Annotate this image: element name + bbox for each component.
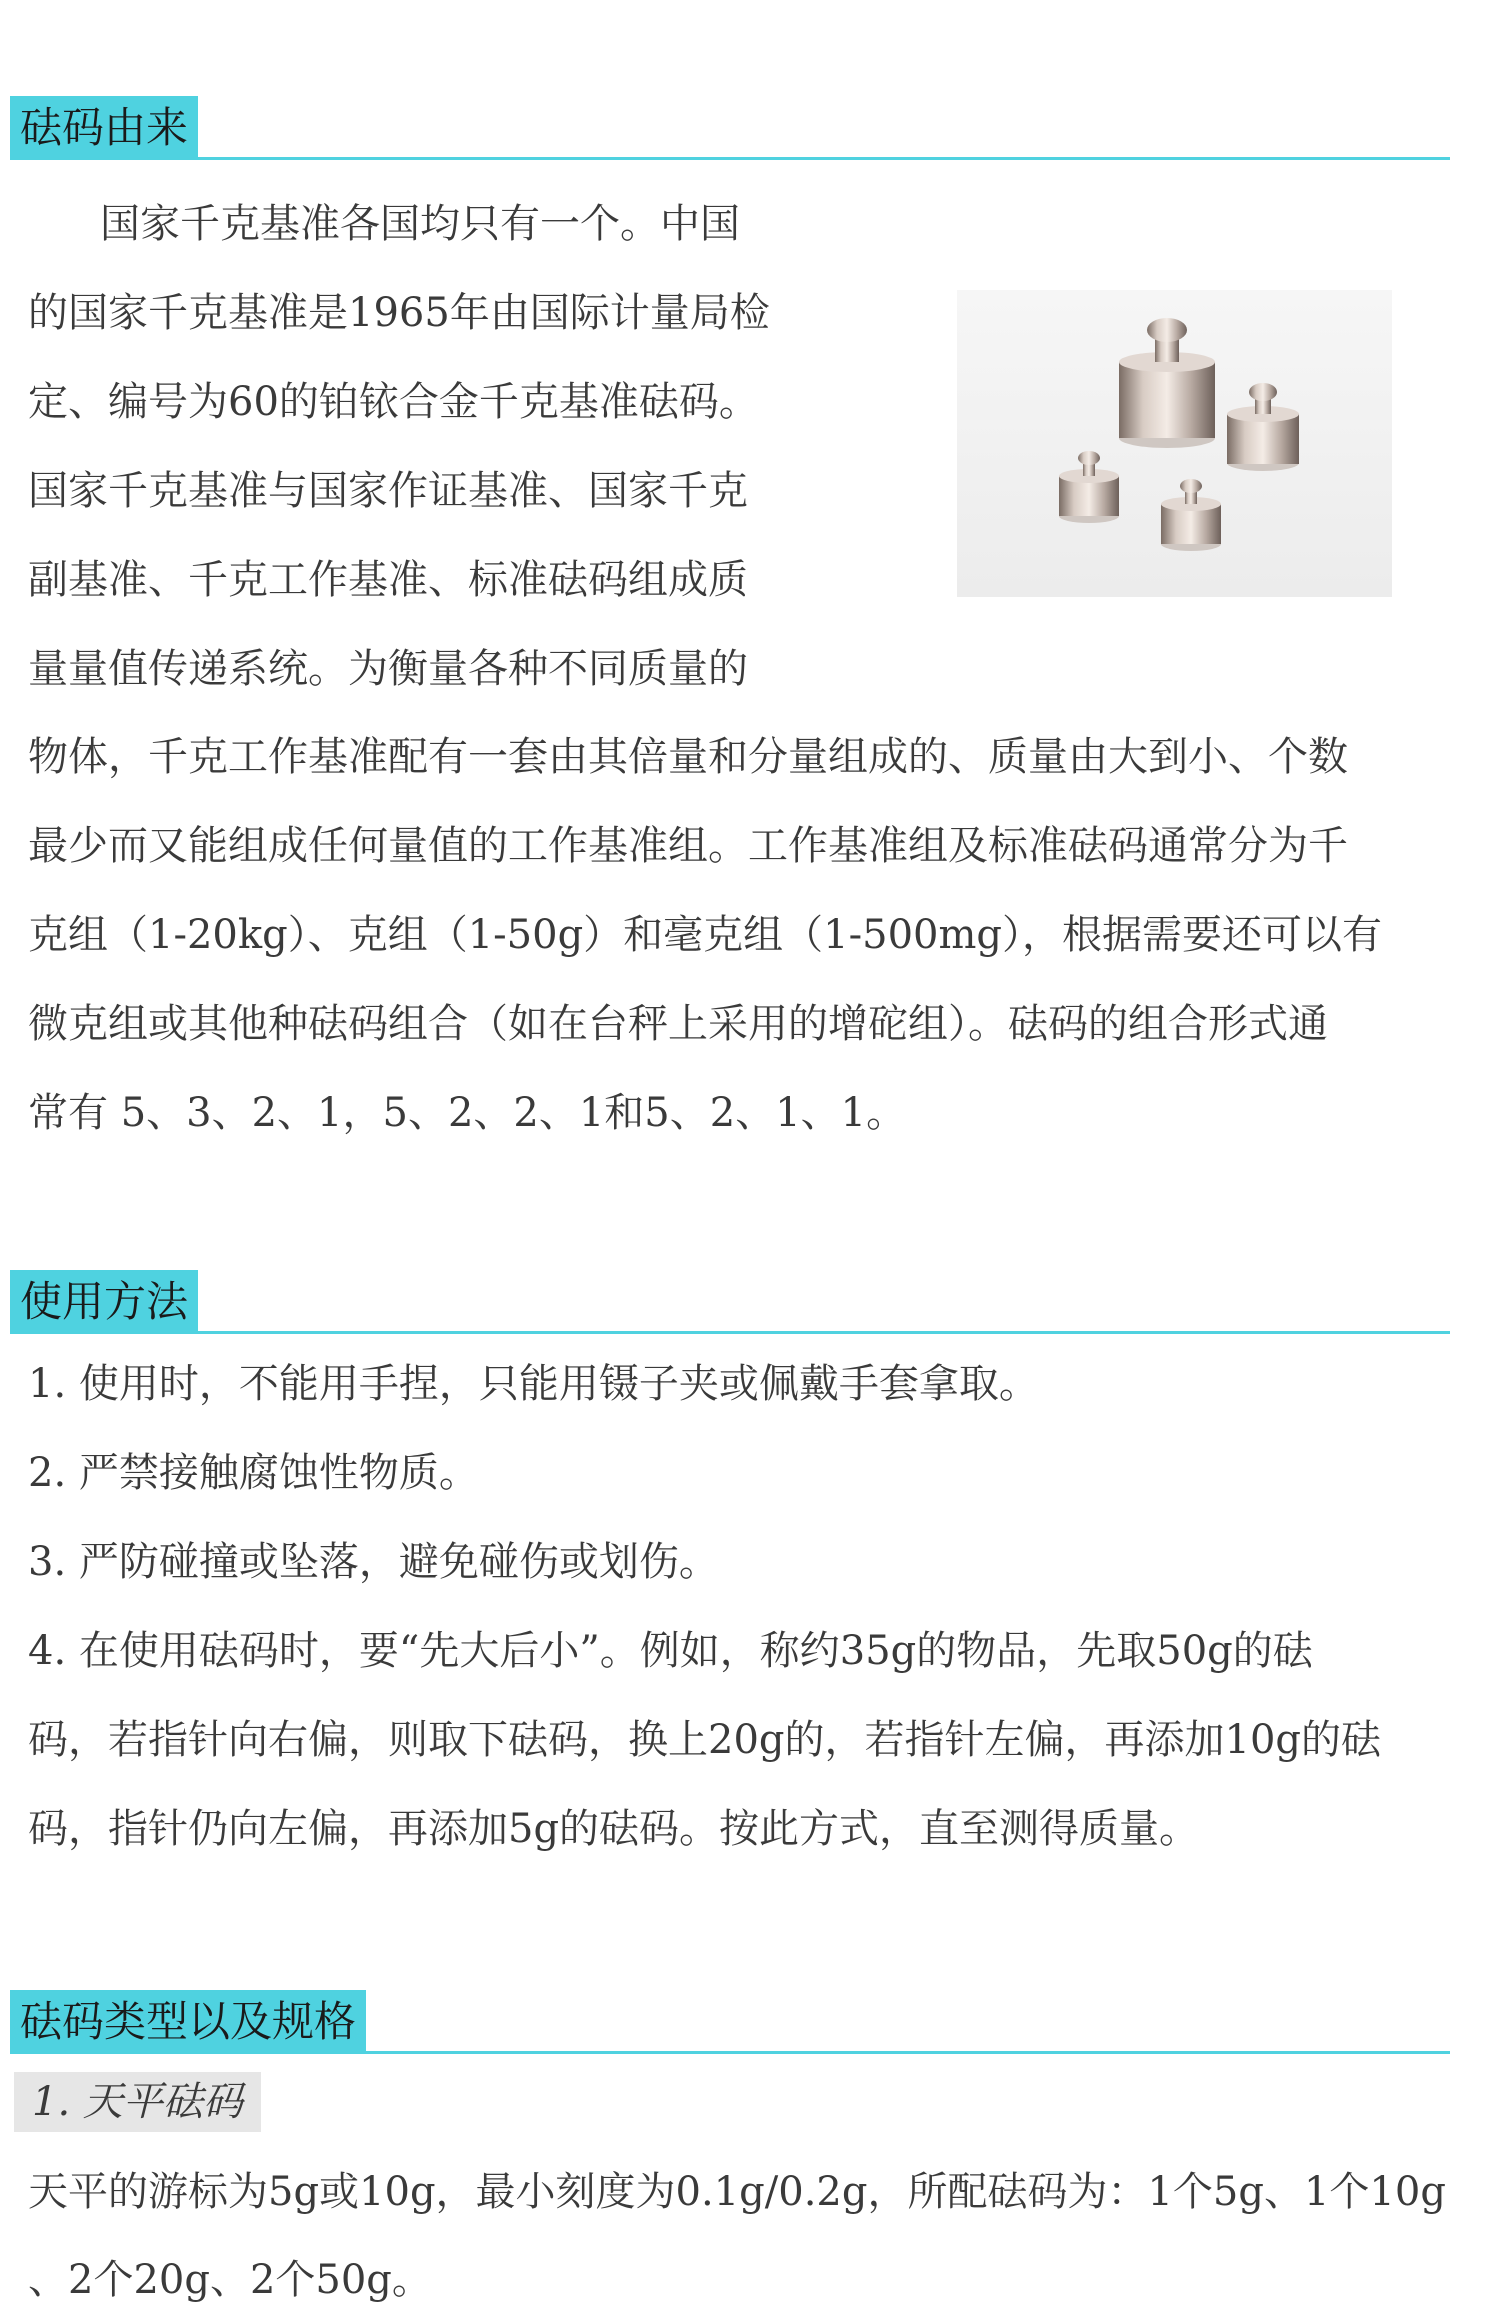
origin-paragraph-continued — [28, 713, 1468, 1158]
paragraph-line: 的国家千克基准是1965年由国际计量局检 — [28, 290, 770, 336]
list-item: 3. 严防碰撞或坠落，避免碰伤或划伤。 — [28, 1539, 719, 1585]
paragraph-line: 微克组或其他种砝码组合（如在台秤上采用的增砣组）。砝码的组合形式通 — [28, 1001, 1328, 1047]
paragraph-line: 克组（1-20kg）、克组（1-50g）和毫克组（1-500mg），根据需要还可以有 — [28, 912, 1383, 958]
paragraph-line: 定、编号为60的铂铱合金千克基准砝码。 — [28, 379, 759, 425]
section-header-usage — [0, 1270, 1450, 1334]
list-item: 1. 使用时，不能用手捏，只能用镊子夹或佩戴手套拿取。 — [28, 1361, 1039, 1407]
weights-photo — [957, 290, 1392, 597]
subheading: 1. 天平砝码 — [14, 2072, 261, 2132]
list-item: 4. 在使用砝码时，要“先大后小”。例如，称约35g的物品，先取50g的砝 — [28, 1628, 1313, 1674]
section-header-origin — [0, 96, 1450, 160]
balance-weights-text — [28, 2148, 1488, 2324]
list-item: 码，若指针向右偏，则取下砝码，换上20g的，若指针左偏，再添加10g的砝 — [28, 1717, 1382, 1763]
paragraph-line: 量量值传递系统。为衡量各种不同质量的 — [28, 646, 748, 692]
paragraph-line: 常有 5、3、2、1，5、2、2、1和5、2、1、1。 — [28, 1090, 907, 1136]
section-divider — [10, 157, 1450, 160]
list-item: 2. 严禁接触腐蚀性物质。 — [28, 1450, 479, 1496]
section-divider — [10, 2051, 1450, 2054]
section-title: 使用方法 — [10, 1270, 198, 1334]
list-item: 码，指针仍向左偏，再添加5g的砝码。按此方式，直至测得质量。 — [28, 1806, 1200, 1852]
section-divider — [10, 1331, 1450, 1334]
section-header-types — [0, 1990, 1450, 2054]
weights-icon — [957, 290, 1392, 597]
origin-paragraph — [28, 180, 808, 714]
paragraph-line: 物体，千克工作基准配有一套由其倍量和分量组成的、质量由大到小、个数 — [28, 734, 1348, 780]
paragraph-line: 国家千克基准各国均只有一个。中国 — [100, 201, 740, 247]
paragraph-line: 国家千克基准与国家作证基准、国家千克 — [28, 468, 748, 514]
paragraph-line: 、2个20g、2个50g。 — [28, 2257, 432, 2303]
paragraph-line: 天平的游标为5g或10g，最小刻度为0.1g/0.2g，所配砝码为：1个5g、1个10g — [28, 2169, 1446, 2215]
section-title: 砝码类型以及规格 — [10, 1990, 366, 2054]
paragraph-line: 副基准、千克工作基准、标准砝码组成质 — [28, 557, 748, 603]
section-title: 砝码由来 — [10, 96, 198, 160]
paragraph-line: 最少而又能组成任何量值的工作基准组。工作基准组及标准砝码通常分为千 — [28, 823, 1348, 869]
usage-list — [28, 1340, 1468, 1874]
